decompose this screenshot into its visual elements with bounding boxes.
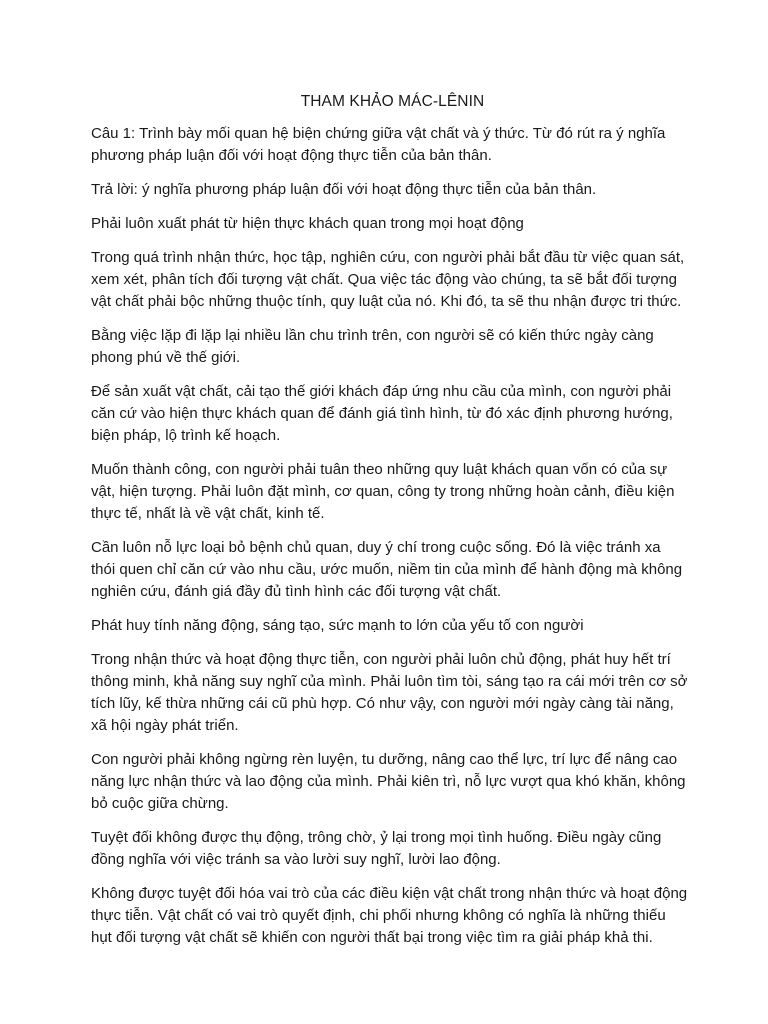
body-paragraph: Trong quá trình nhận thức, học tập, nghiên cứu, con người phải bắt đầu từ việc quan sát, xem xét, phân tích đối tượng vật chất. Qua việc tác động vào chúng, ta sẽ bắt đối tượng vật chất phải bộc những thuộc tính, quy luật của nó. Khi đó, ta sẽ thu nhận được tri thức. bbox=[91, 249, 685, 310]
section-heading-objective: Phải luôn xuất phát từ hiện thực khách quan trong mọi hoạt động bbox=[91, 215, 524, 232]
document-title: THAM KHẢO MÁC-LÊNIN bbox=[300, 93, 485, 110]
body-paragraph: Cần luôn nỗ lực loại bỏ bệnh chủ quan, duy ý chí trong cuộc sống. Đó là việc tránh xa thói quen chỉ căn cứ vào nhu cầu, ước muốn, niềm tin của mình để hành động mà không nghiên cứu, đánh giá đầy đủ tình hình các đối tượng vật chất. bbox=[91, 539, 683, 600]
body-paragraph: Để sản xuất vật chất, cải tạo thế giới khách đáp ứng nhu cầu của mình, con người phải căn cứ vào hiện thực khách quan để đánh giá tình hình, từ đó xác định phương hướng, biện pháp, lộ trình kế hoạch. bbox=[91, 383, 673, 444]
question-paragraph: Câu 1: Trình bày mối quan hệ biện chứng giữa vật chất và ý thức. Từ đó rút ra ý nghĩa phương pháp luận đối với hoạt động thực tiễn của bản thân. bbox=[91, 125, 666, 164]
section-heading-human-factor: Phát huy tính năng động, sáng tạo, sức mạnh to lớn của yếu tố con người bbox=[91, 617, 584, 634]
body-paragraph: Bằng việc lặp đi lặp lại nhiều lần chu trình trên, con người sẽ có kiến thức ngày càng phong phú về thế giới. bbox=[91, 327, 654, 366]
body-paragraph: Trong nhận thức và hoạt động thực tiễn, con người phải luôn chủ động, phát huy hết trí thông minh, khả năng suy nghĩ của mình. Phải luôn tìm tòi, sáng tạo ra cái mới trên cơ sở tích lũy, kế thừa những cái cũ phù hợp. Có như vậy, con người mới ngày càng tài năng, xã hội ngày phát triển. bbox=[91, 651, 688, 734]
body-paragraph: Tuyệt đối không được thụ động, trông chờ, ỷ lại trong mọi tình huống. Điều ngày cũng đồng nghĩa với việc tránh sa vào lười suy nghĩ, lười lao động. bbox=[91, 829, 662, 868]
body-paragraph: Muốn thành công, con người phải tuân theo những quy luật khách quan vốn có của sự vật, hiện tượng. Phải luôn đặt mình, cơ quan, công ty trong những hoàn cảnh, điều kiện thực tế, nhất là về vật chất, kinh tế. bbox=[91, 461, 675, 522]
body-paragraph: Con người phải không ngừng rèn luyện, tu dưỡng, nâng cao thể lực, trí lực để nâng cao năng lực nhận thức và lao động của mình. Phải kiên trì, nỗ lực vượt qua khó khăn, không bỏ cuộc giữa chừng. bbox=[91, 751, 686, 812]
answer-paragraph: Trả lời: ý nghĩa phương pháp luận đối với hoạt động thực tiễn của bản thân. bbox=[91, 181, 597, 198]
body-paragraph: Không được tuyệt đối hóa vai trò của các điều kiện vật chất trong nhận thức và hoạt động thực tiễn. Vật chất có vai trò quyết định, chi phối nhưng không có nghĩa là những thiếu hụt đối tượng vật chất sẽ khiến con người thất bại trong việc tìm ra giải pháp khả thi. bbox=[91, 885, 688, 946]
